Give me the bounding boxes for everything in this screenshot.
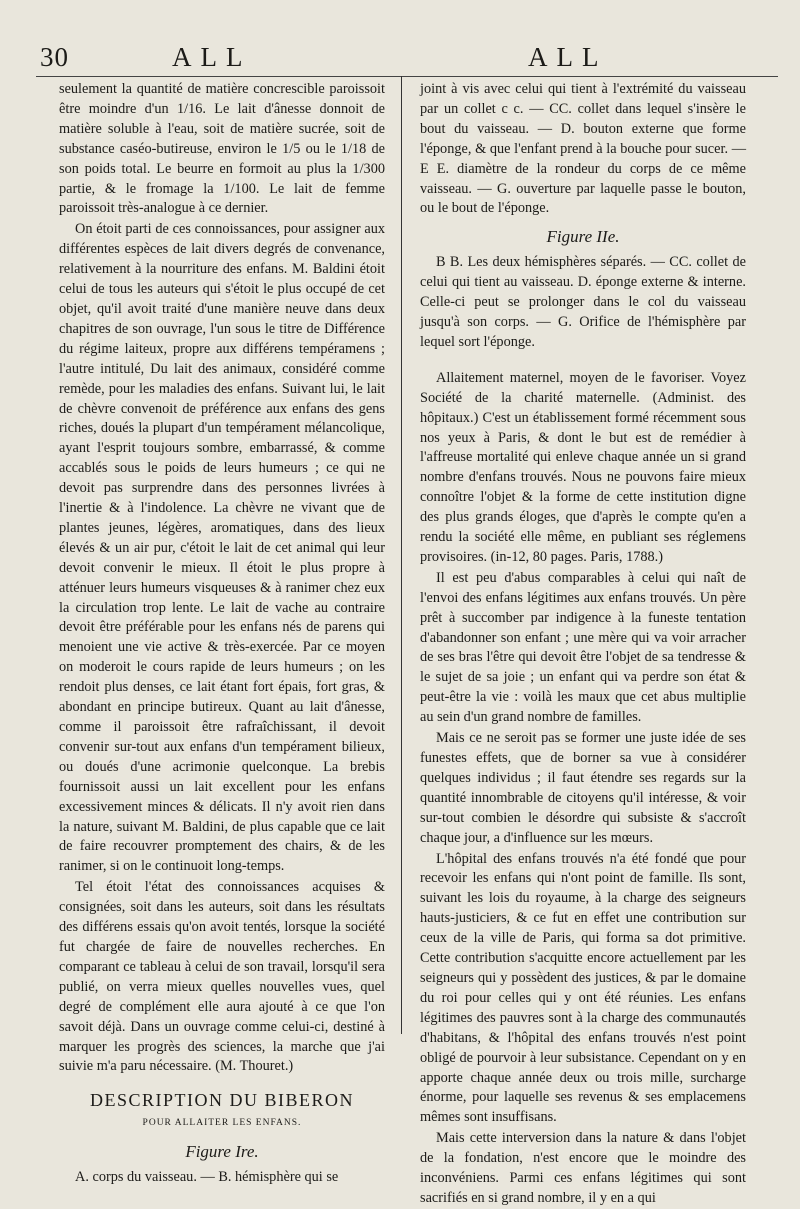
figure-label: Figure IIe. [546, 227, 620, 247]
header-rule [36, 76, 778, 77]
paragraph: Tel étoit l'état des connoissances acquises & consignées, soit dans les auteurs, soit dans les résultats des différens essais qu'on avoit tentés, lorsque la société fut chargée de faire de nouvelles recherches. En comparant ce tableau à celui de son travail, lorsqu'il sera publié, on verra mieux quelles nouvelles vues, quel degré de complément elle aura ajouté à ce que l'on savoit déjà. Dans un ouvrage comme celui-ci, destiné à marquer les progrès des sciences, la marche que j'ai suivie m'a paru nécessaire. (M. Thouret.) [59, 879, 385, 1075]
running-head-right: ALL [528, 42, 608, 72]
paragraph: Mais ce ne seroit pas se former une juste idée de ses funestes effets, que de borner sa vue à considérer quelques individus ; il faut étendre ses regards sur la quantité innombrable de citoyens qu'il intéresse, & voir sur-tout combien le désordre qui subsiste & s'accroît chaque jour, a d'influence sur les mœurs. [420, 730, 746, 846]
paragraph: seulement la quantité de matière concrescible paroissoit être moindre d'un 1/16. Le lait d'ânesse donnoit de matière soluble à l'eau, soit de matière sucrée, soit de substance caséo-butireuse, environ le 1/5 ou le 1/18 de son poids total. Le beurre en formoit au plus la 1/300 partie, & le fromage la 1/100. Le lait de femme paroissoit très-analogue à ce dernier. [59, 81, 385, 217]
paragraph: L'hôpital des enfans trouvés n'a été fondé que pour recevoir les enfans qui n'ont point de famille. Ils sont, suivant les lois du royaume, à la charge des seigneurs hauts-justiciers, & ce fut en effet une contribution sur ceux de la ville de Paris, qui forma sa dot primitive. Cette contribution s'acquitte encore actuellement par les seigneurs qui y possèdent des justices, & par le domaine du roi pour celles qui y ont été réunies. Les enfans légitimes des pauvres sont à la charge des communautés d'habitans, & l'hôpital des enfans trouvés n'est point obligé de pourvoir à leur subsistance. Cependant on y en apporte chaque année deux ou trois mille, surcharge énorme, pour laquelle ses revenus & ses emplacemens mêmes sont insuffisans. [420, 850, 746, 1126]
paragraph: Il est peu d'abus comparables à celui qui naît de l'envoi des enfans légitimes aux enfans trouvés. Un père prêt à succomber par indigence à la funeste tentation d'abandonner son enfant ; une mère qui va voir arracher de ses bras l'être qui devoit être l'objet de sa tendresse & le sujet de sa joie ; un enfant qui va perdre son état & peut-être la vie : voilà les maux que cet abus multiplie au sein d'un grand nombre de familles. [420, 569, 746, 726]
section-subtitle: POUR ALLAITER LES ENFANS. [142, 1118, 302, 1129]
paragraph: joint à vis avec celui qui tient à l'extrémité du vaisseau par un collet c c. — CC. collet dans lequel s'insère le bout du vaisseau. — D. bouton externe que forme l'éponge, & que l'enfant prend à la bouche pour sucer. — E E. diamètre de la rondeur du corps de ce même vaisseau. — G. ouverture par laquelle passe le bouton, ou le bout de l'éponge. [420, 81, 746, 217]
section-title: DESCRIPTION DU BIBERON [89, 1090, 354, 1111]
column-divider [401, 76, 402, 1034]
left-column [59, 80, 385, 1188]
paragraph: B B. Les deux hémisphères séparés. — CC. collet de celui qui tient au vaisseau. D. éponge externe & interne. Celle-ci peut se prolonger dans le col du vaisseau jusqu'à son corps. — G. Orifice de l'hémisphère par lequel sort l'éponge. [420, 254, 746, 350]
figure-label: Figure Ire. [185, 1142, 259, 1162]
paragraph: Mais cette interversion dans la nature & dans l'objet de la fondation, n'est encore que le moindre des inconvéniens. Parmi ces enfans légitimes qui sont sacrifiés en si grand nombre, il y en a qui [420, 1130, 746, 1206]
paragraph: A. corps du vaisseau. — B. hémisphère qui se [75, 1169, 339, 1186]
running-head-left: ALL [172, 42, 252, 72]
page-number: 30 [40, 42, 69, 72]
paragraph: On étoit parti de ces connoissances, pour assigner aux différentes espèces de lait divers degrés de convenance, relativement à la nourriture des enfans. M. Baldini étoit celui de tous les auteurs qui s'étoit le plus occupé de cet objet, qu'il avoit traité d'une manière neuve dans deux chapitres de son ouvrage, l'un sous le titre de Différence du régime laiteux, propre aux différens tempéramens ; l'autre intitulé, Du lait des animaux, considéré comme remède, pour les maladies des enfans. Suivant lui, le lait de chèvre convenoit de préférence aux enfans des gens riches, doués la plupart d'un tempérament mélancolique, ayant l'esprit toujours sombre, embarrassé, & comme accablés sous le poids de leurs humeurs ; ce qui ne devoit pas surprendre dans des personnes livrées à l'inertie & à l'indolence. La chèvre ne vivant que de plantes jeunes, légères, aromatiques, dans des lieux élevés & un air pur, c'étoit le lait de cet animal qui leur devoit convenir le mieux. Il étoit le plus propre à atténuer leurs humeurs visqueuses & à ranimer chez eux la circulation trop lente. Le lait de vache au contraire devoit être préférable pour les enfans nés de parens qui menoient une vie active & très-exercée. Par ce moyen on moderoit le cours rapide de leurs humeurs ; on les rendoit plus denses, ce lait étant fort épais, fort gras, & abondant en principe butireux. Quant au lait d'ânesse, comme il paroissoit être rafraîchissant, il devoit convenir sur-tout aux enfans d'un tempérament bilieux, ou doués d'une acrimonie quelconque. La brebis fournissoit aussi un lait excellent pour les enfans excessivement minces & délicats. Il n'y avoit rien dans la nature, suivant M. Baldini, de plus capable que ce lait de faire recouvrer promptement des chairs, & de les ranimer, si on le continuoit long-temps. [59, 221, 385, 875]
right-column [420, 80, 746, 1209]
entry-paragraph: Allaitement maternel, moyen de le favoriser. Voyez Société de la charité maternelle. (Administ. des hôpitaux.) C'est un établissement formé récemment sous nos yeux à Paris, & dont le but est de remédier à l'affreuse mortalité qui enleve chaque année un si grand nombre d'enfans trouvés. Nous ne pouvons faire mieux connoître l'objet & la forme de cette institution digne des plus grands éloges, que d'après le compte qu'en a rendu la société elle même, en publiant ses réglemens provisoires. (in-12, 80 pages. Paris, 1788.) [420, 369, 746, 565]
